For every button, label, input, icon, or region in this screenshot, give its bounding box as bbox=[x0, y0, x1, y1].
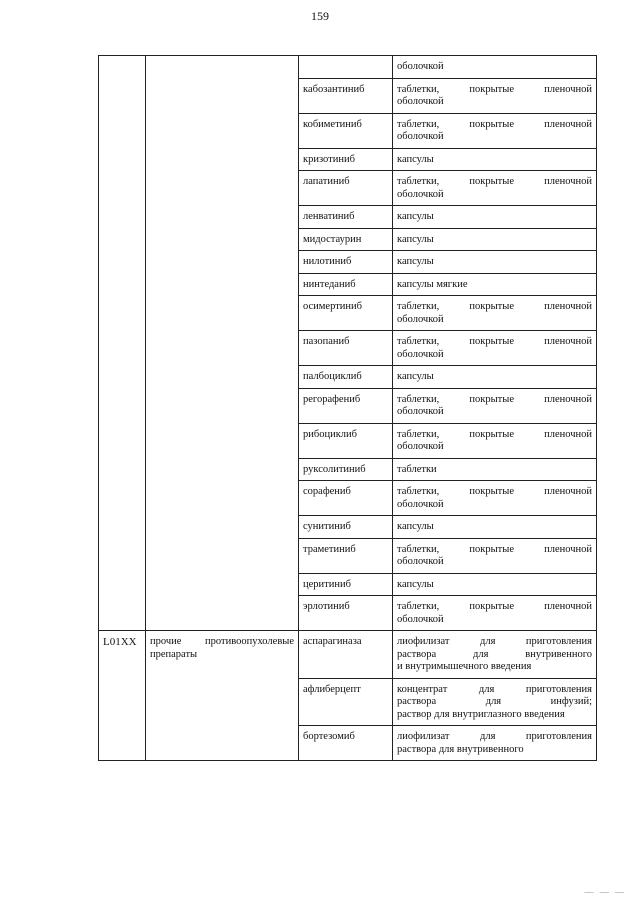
inn-cell: нилотиниб bbox=[299, 251, 393, 274]
drug-table bbox=[98, 55, 597, 761]
inn-cell: мидостаурин bbox=[299, 228, 393, 251]
dosage-form-line: раствора для внутривенного bbox=[397, 648, 592, 660]
atc-code-cell bbox=[99, 538, 146, 573]
atc-code-cell bbox=[99, 573, 146, 596]
dosage-form-cell bbox=[393, 171, 597, 206]
table-row bbox=[99, 516, 597, 539]
dosage-form-line: капсулы bbox=[397, 233, 434, 245]
atc-code-cell bbox=[99, 331, 146, 366]
inn-cell bbox=[299, 56, 393, 79]
dosage-form-cell bbox=[393, 331, 597, 366]
dosage-form-line: таблетки, покрытые пленочной bbox=[397, 543, 592, 555]
dosage-form-cell bbox=[393, 596, 597, 631]
dosage-form-cell bbox=[393, 56, 597, 79]
atc-code-cell bbox=[99, 516, 146, 539]
table-row bbox=[99, 388, 597, 423]
inn-cell: афлиберцепт bbox=[299, 678, 393, 726]
dosage-form-line: таблетки, покрытые пленочной bbox=[397, 601, 592, 612]
atc-code-cell bbox=[99, 388, 146, 423]
atc-code-cell bbox=[99, 251, 146, 274]
dosage-form-cell bbox=[393, 228, 597, 251]
inn-cell: бортезомиб bbox=[299, 726, 393, 761]
table-row bbox=[99, 148, 597, 171]
dosage-form-cell bbox=[393, 388, 597, 423]
atc-code-cell bbox=[99, 366, 146, 389]
dosage-form-line: оболочкой bbox=[397, 556, 444, 567]
dosage-form-line: таблетки, покрытые пленочной bbox=[397, 428, 592, 440]
atc-code-cell bbox=[99, 481, 146, 516]
group-name-cell bbox=[146, 78, 299, 113]
table-row bbox=[99, 631, 597, 679]
group-name-cell bbox=[146, 171, 299, 206]
dosage-form-line: лиофилизат для приготовления bbox=[397, 731, 592, 742]
dosage-form-cell bbox=[393, 538, 597, 573]
dosage-form-line: оболочкой bbox=[397, 441, 444, 452]
atc-code-cell bbox=[99, 423, 146, 458]
group-name-cell bbox=[146, 273, 299, 296]
scan-mark: — — — bbox=[584, 887, 626, 897]
group-name-cell bbox=[146, 538, 299, 573]
inn-cell: траметиниб bbox=[299, 538, 393, 573]
dosage-form-line: оболочкой bbox=[397, 406, 444, 417]
dosage-form-line: таблетки bbox=[397, 463, 437, 475]
group-name-cell bbox=[146, 388, 299, 423]
inn-cell: сунитиниб bbox=[299, 516, 393, 539]
inn-cell: руксолитиниб bbox=[299, 458, 393, 481]
dosage-form-line: таблетки, покрытые пленочной bbox=[397, 486, 592, 497]
table-row bbox=[99, 296, 597, 331]
dosage-form-line: таблетки, покрытые пленочной bbox=[397, 393, 592, 405]
group-name-cell bbox=[146, 296, 299, 331]
table-row bbox=[99, 228, 597, 251]
dosage-form-cell bbox=[393, 251, 597, 274]
dosage-form-line: и внутримышечного введения bbox=[397, 661, 532, 672]
dosage-form-cell bbox=[393, 726, 597, 761]
dosage-form-line: раствора для инфузий; bbox=[397, 696, 592, 707]
group-name-cell bbox=[146, 573, 299, 596]
table-row bbox=[99, 366, 597, 389]
group-name-cell bbox=[146, 481, 299, 516]
page-number: 159 bbox=[311, 9, 329, 23]
group-name-cell bbox=[146, 516, 299, 539]
table-row bbox=[99, 481, 597, 516]
inn-cell: пазопаниб bbox=[299, 331, 393, 366]
dosage-form-line: капсулы bbox=[397, 153, 434, 165]
table-row bbox=[99, 538, 597, 573]
inn-cell: палбоциклиб bbox=[299, 366, 393, 389]
atc-code-cell: L01XX bbox=[99, 631, 146, 761]
dosage-form-cell bbox=[393, 631, 597, 679]
dosage-form-line: таблетки, покрытые пленочной bbox=[397, 118, 592, 130]
dosage-form-cell bbox=[393, 366, 597, 389]
dosage-form-cell bbox=[393, 296, 597, 331]
table-row bbox=[99, 251, 597, 274]
table-row bbox=[99, 423, 597, 458]
table-row bbox=[99, 56, 597, 79]
inn-cell: регорафениб bbox=[299, 388, 393, 423]
dosage-form-line: оболочкой bbox=[397, 313, 444, 325]
atc-code-cell bbox=[99, 296, 146, 331]
table-row bbox=[99, 458, 597, 481]
dosage-form-line: капсулы bbox=[397, 521, 434, 532]
dosage-form-line: оболочкой bbox=[397, 188, 444, 200]
dosage-form-cell bbox=[393, 423, 597, 458]
dosage-form-line: раствор для внутриглазного введения bbox=[397, 708, 565, 720]
group-name-cell bbox=[146, 113, 299, 148]
group-name-cell: прочие противоопухолевые препараты bbox=[146, 631, 299, 761]
group-name-cell bbox=[146, 228, 299, 251]
dosage-form-line: концентрат для приготовления bbox=[397, 683, 592, 695]
inn-cell: лапатиниб bbox=[299, 171, 393, 206]
dosage-form-line: оболочкой bbox=[397, 498, 444, 510]
dosage-form-line: капсулы bbox=[397, 371, 434, 382]
dosage-form-line: оболочкой bbox=[397, 96, 444, 107]
dosage-form-line: оболочкой bbox=[397, 131, 444, 142]
group-name-cell bbox=[146, 423, 299, 458]
dosage-form-cell bbox=[393, 148, 597, 171]
dosage-form-line: лиофилизат для приготовления bbox=[397, 636, 592, 647]
dosage-form-line: раствора для внутривенного bbox=[397, 743, 524, 755]
atc-code-cell bbox=[99, 596, 146, 631]
group-name-cell bbox=[146, 458, 299, 481]
group-name-cell bbox=[146, 148, 299, 171]
table-row bbox=[99, 573, 597, 596]
dosage-form-line: капсулы мягкие bbox=[397, 278, 468, 290]
dosage-form-line: капсулы bbox=[397, 256, 434, 267]
group-name-cell bbox=[146, 206, 299, 229]
atc-code-cell bbox=[99, 228, 146, 251]
inn-cell: аспарагиназа bbox=[299, 631, 393, 679]
group-name-cell bbox=[146, 596, 299, 631]
atc-code-cell bbox=[99, 148, 146, 171]
dosage-form-line: капсулы bbox=[397, 578, 434, 590]
table-row bbox=[99, 273, 597, 296]
dosage-form-line: оболочкой bbox=[397, 613, 444, 625]
dosage-form-line: оболочкой bbox=[397, 348, 444, 360]
dosage-form-line: таблетки, покрытые пленочной bbox=[397, 336, 592, 347]
inn-cell: рибоциклиб bbox=[299, 423, 393, 458]
inn-cell: кобиметиниб bbox=[299, 113, 393, 148]
inn-cell: эрлотиниб bbox=[299, 596, 393, 631]
inn-cell: церитиниб bbox=[299, 573, 393, 596]
atc-code-cell bbox=[99, 206, 146, 229]
inn-cell: сорафениб bbox=[299, 481, 393, 516]
dosage-form-cell bbox=[393, 458, 597, 481]
dosage-form-cell bbox=[393, 206, 597, 229]
dosage-form-cell bbox=[393, 78, 597, 113]
dosage-form-cell bbox=[393, 481, 597, 516]
table-row bbox=[99, 596, 597, 631]
inn-cell: кабозантиниб bbox=[299, 78, 393, 113]
atc-code-cell bbox=[99, 171, 146, 206]
inn-cell: кризотиниб bbox=[299, 148, 393, 171]
atc-code-cell bbox=[99, 113, 146, 148]
group-name-cell bbox=[146, 331, 299, 366]
inn-cell: нинтеданиб bbox=[299, 273, 393, 296]
dosage-form-line: таблетки, покрытые пленочной bbox=[397, 83, 592, 95]
dosage-form-line: капсулы bbox=[397, 211, 434, 222]
table-row bbox=[99, 206, 597, 229]
table-row bbox=[99, 331, 597, 366]
dosage-form-cell bbox=[393, 573, 597, 596]
inn-cell: осимертиниб bbox=[299, 296, 393, 331]
dosage-form-line: таблетки, покрытые пленочной bbox=[397, 176, 592, 187]
table-row bbox=[99, 78, 597, 113]
group-name-cell bbox=[146, 56, 299, 79]
dosage-form-cell bbox=[393, 516, 597, 539]
group-name-cell bbox=[146, 251, 299, 274]
atc-code-cell bbox=[99, 273, 146, 296]
atc-code-cell bbox=[99, 78, 146, 113]
table-row bbox=[99, 171, 597, 206]
dosage-form-line: оболочкой bbox=[397, 61, 444, 72]
dosage-form-cell bbox=[393, 678, 597, 726]
dosage-form-cell bbox=[393, 113, 597, 148]
dosage-form-line: таблетки, покрытые пленочной bbox=[397, 301, 592, 312]
table-row bbox=[99, 113, 597, 148]
inn-cell: ленватиниб bbox=[299, 206, 393, 229]
atc-code-cell bbox=[99, 56, 146, 79]
group-name-cell bbox=[146, 366, 299, 389]
dosage-form-cell bbox=[393, 273, 597, 296]
atc-code-cell bbox=[99, 458, 146, 481]
